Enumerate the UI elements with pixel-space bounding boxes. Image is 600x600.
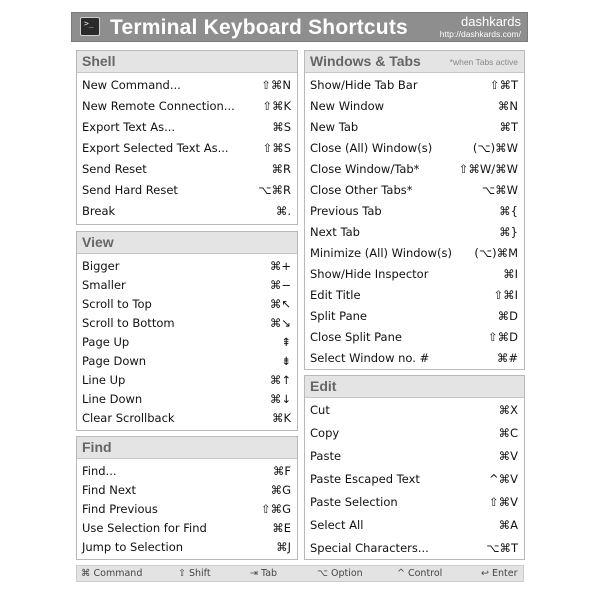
view-section-header — [77, 232, 297, 254]
page-title: Terminal Keyboard Shortcuts — [110, 16, 408, 39]
shortcut-row — [77, 162, 297, 176]
shortcut-keys: ⌘↘ — [269, 316, 291, 330]
shortcut-row — [305, 267, 524, 281]
legend-control: ^ Control — [397, 568, 443, 579]
shortcut-label: Jump to Selection — [82, 540, 184, 554]
shortcut-label: Select Window no. # — [310, 351, 430, 365]
shortcut-row — [305, 246, 524, 260]
shortcut-label: New Remote Connection... — [82, 99, 235, 113]
shortcut-label: Send Hard Reset — [82, 183, 178, 197]
shortcut-label: New Command... — [82, 78, 181, 92]
shortcut-row — [77, 183, 297, 197]
shortcut-keys: ⌘C — [498, 426, 518, 440]
shortcut-label: Paste — [310, 449, 342, 463]
shortcut-label: New Tab — [310, 120, 359, 134]
view-section-title: View — [82, 234, 114, 250]
shortcut-row — [305, 330, 524, 344]
shortcut-keys: (⌥)⌘W — [472, 141, 518, 155]
terminal-icon — [80, 17, 100, 36]
shortcut-keys: ⌥⌘T — [486, 541, 518, 555]
shortcut-row — [77, 141, 297, 155]
shortcut-row — [305, 426, 524, 440]
brand — [440, 15, 521, 39]
find-section-title: Find — [82, 439, 112, 455]
shortcut-row — [305, 518, 524, 532]
shortcut-label: Page Down — [82, 354, 147, 368]
shortcut-row — [305, 351, 524, 365]
shortcut-label: Export Selected Text As... — [82, 141, 229, 155]
modifier-legend — [76, 565, 524, 582]
shortcut-label: Close Other Tabs* — [310, 183, 413, 197]
shortcut-label: Send Reset — [82, 162, 147, 176]
shortcut-label: Scroll to Bottom — [82, 316, 175, 330]
shortcut-keys: ⌘R — [271, 162, 291, 176]
shortcut-keys: ⌘A — [498, 518, 518, 532]
shortcut-keys: ⌘↓ — [269, 392, 291, 406]
shortcut-row — [305, 120, 524, 134]
terminal-icon-glyph: >_ — [84, 19, 94, 28]
shortcut-row — [305, 288, 524, 302]
view-section — [76, 231, 298, 431]
shortcut-keys: ⌘# — [496, 351, 518, 365]
shortcut-row — [77, 99, 297, 113]
shortcut-row — [77, 483, 297, 497]
shortcut-keys: ⇧⌘S — [262, 141, 291, 155]
shortcut-row — [77, 259, 297, 273]
shortcut-row — [305, 449, 524, 463]
shortcut-keys: ^⌘V — [488, 472, 518, 486]
shortcut-keys: ⌥⌘R — [258, 183, 291, 197]
shortcut-label: Find Next — [82, 483, 137, 497]
windows-tabs-section-header — [305, 51, 524, 73]
shortcut-row — [77, 354, 297, 368]
shortcut-keys: ⌘N — [497, 99, 518, 113]
shortcut-keys: ⇧⌘V — [488, 495, 518, 509]
brand-url: http://dashkards.com/ — [439, 29, 521, 39]
shell-section-header — [77, 51, 297, 73]
shortcut-row — [305, 225, 524, 239]
shortcut-label: Line Down — [82, 392, 143, 406]
edit-section-header — [305, 376, 524, 398]
shortcut-keys: ⌘↖ — [269, 297, 291, 311]
legend-enter: ↩ Enter — [481, 568, 518, 579]
shortcut-row — [77, 464, 297, 478]
shortcut-label: Clear Scrollback — [82, 411, 175, 425]
shortcut-keys: ⌘D — [497, 309, 518, 323]
legend-tab: ⇥ Tab — [250, 568, 278, 579]
shortcut-row — [77, 502, 297, 516]
shell-section — [76, 50, 298, 225]
shortcut-keys: ⌘. — [275, 204, 291, 218]
windows-tabs-section-title: Windows & Tabs — [310, 53, 421, 69]
shortcut-keys: ⇧⌘N — [261, 78, 291, 92]
shortcut-row — [77, 278, 297, 292]
shortcut-keys: ⌘+ — [269, 259, 291, 273]
legend-command: ⌘ Command — [81, 568, 143, 579]
windows-tabs-note: *when Tabs active — [449, 57, 518, 67]
shortcut-row — [77, 297, 297, 311]
shortcut-label: Close Window/Tab* — [310, 162, 420, 176]
shortcut-keys: ⌘V — [498, 449, 518, 463]
shortcut-keys: ⇟ — [281, 354, 291, 368]
shortcut-row — [77, 373, 297, 387]
shortcut-label: Select All — [310, 518, 364, 532]
shortcut-row — [77, 335, 297, 349]
shortcut-label: Paste Selection — [310, 495, 398, 509]
shortcut-label: Edit Title — [310, 288, 361, 302]
shortcut-keys: ⌥⌘W — [481, 183, 518, 197]
shortcut-row — [77, 204, 297, 218]
shortcut-row — [305, 541, 524, 555]
shortcut-row — [305, 183, 524, 197]
shortcut-keys: ⌘S — [272, 120, 291, 134]
shortcut-row — [305, 99, 524, 113]
shortcut-keys: ⌘G — [270, 483, 291, 497]
shortcut-keys: (⌥)⌘M — [474, 246, 518, 260]
shortcut-row — [77, 78, 297, 92]
shortcut-row — [305, 141, 524, 155]
shortcut-row — [305, 403, 524, 417]
shortcut-label: Bigger — [82, 259, 120, 273]
shortcut-label: Close (All) Window(s) — [310, 141, 433, 155]
legend-shift: ⇧ Shift — [178, 568, 211, 579]
shortcut-label: Close Split Pane — [310, 330, 402, 344]
shortcut-keys: ⇧⌘D — [488, 330, 518, 344]
shortcut-row — [77, 521, 297, 535]
shortcut-keys: ⇧⌘T — [489, 78, 518, 92]
shortcut-keys: ⇧⌘W/⌘W — [458, 162, 518, 176]
shortcut-row — [77, 316, 297, 330]
shortcut-keys: ⌘K — [271, 411, 291, 425]
shortcut-row — [77, 120, 297, 134]
shortcut-row — [77, 392, 297, 406]
shortcut-row — [305, 495, 524, 509]
shortcut-keys: ⌘↑ — [269, 373, 291, 387]
shortcut-keys: ⇧⌘K — [262, 99, 291, 113]
shortcut-keys: ⇞ — [281, 335, 291, 349]
brand-name: dashkards — [461, 14, 521, 29]
shortcut-label: Page Up — [82, 335, 130, 349]
shortcut-label: Find Previous — [82, 502, 158, 516]
shortcut-label: Scroll to Top — [82, 297, 152, 311]
shortcut-keys: ⌘E — [272, 521, 291, 535]
shortcut-label: Smaller — [82, 278, 126, 292]
shortcut-row — [305, 162, 524, 176]
shortcut-label: Special Characters... — [310, 541, 429, 555]
edit-section — [304, 375, 525, 560]
shortcut-row — [77, 540, 297, 554]
shortcut-label: Next Tab — [310, 225, 360, 239]
shortcut-label: Cut — [310, 403, 330, 417]
legend-option: ⌥ Option — [317, 568, 363, 579]
shortcut-keys: ⇧⌘I — [493, 288, 518, 302]
shortcut-label: Copy — [310, 426, 340, 440]
find-section — [76, 436, 298, 560]
shortcut-label: Export Text As... — [82, 120, 176, 134]
shortcut-keys: ⌘} — [499, 225, 518, 239]
shortcut-keys: ⌘J — [276, 540, 291, 554]
edit-section-title: Edit — [310, 378, 337, 394]
header-bar — [71, 12, 528, 42]
shortcut-keys: ⌘I — [503, 267, 518, 281]
shortcut-label: Line Up — [82, 373, 126, 387]
shortcut-label: Paste Escaped Text — [310, 472, 420, 486]
shell-section-title: Shell — [82, 53, 116, 69]
shortcut-keys: ⌘X — [498, 403, 518, 417]
shortcut-row — [305, 204, 524, 218]
shortcut-row — [305, 472, 524, 486]
shortcut-row — [305, 78, 524, 92]
windows-tabs-section — [304, 50, 525, 370]
shortcut-label: Find... — [82, 464, 117, 478]
shortcut-label: Show/Hide Tab Bar — [310, 78, 418, 92]
shortcut-keys: ⌘T — [499, 120, 518, 134]
shortcut-label: Use Selection for Find — [82, 521, 207, 535]
shortcut-label: Show/Hide Inspector — [310, 267, 429, 281]
shortcut-row — [77, 411, 297, 425]
shortcut-keys: ⌘− — [269, 278, 291, 292]
shortcut-label: Split Pane — [310, 309, 367, 323]
shortcut-keys: ⇧⌘G — [260, 502, 291, 516]
shortcut-label: Previous Tab — [310, 204, 382, 218]
shortcut-keys: ⌘F — [272, 464, 291, 478]
shortcut-label: Minimize (All) Window(s) — [310, 246, 452, 260]
shortcut-label: Break — [82, 204, 116, 218]
shortcut-label: New Window — [310, 99, 385, 113]
shortcut-keys: ⌘{ — [499, 204, 518, 218]
shortcut-row — [305, 309, 524, 323]
find-section-header — [77, 437, 297, 459]
